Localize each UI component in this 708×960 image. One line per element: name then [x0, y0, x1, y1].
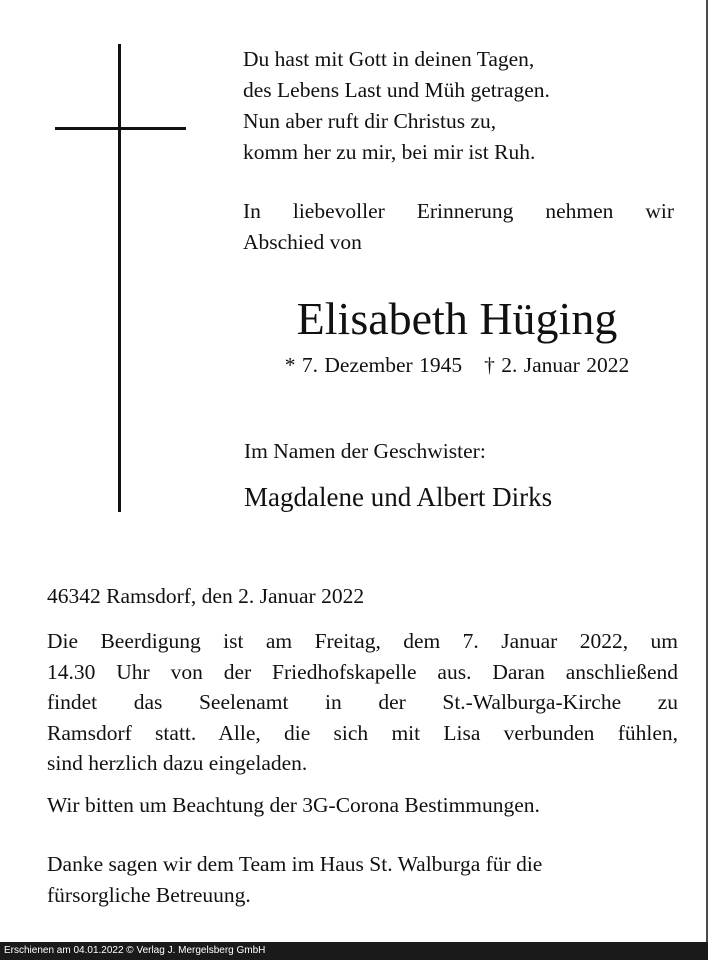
funeral-line: findet das Seelenamt in der St.-Walburga-Kirche zu: [47, 690, 678, 714]
funeral-line: 14.30 Uhr von der Friedhofskapelle aus. Daran anschließend: [47, 659, 678, 684]
deceased-name: Elisabeth Hüging: [296, 293, 618, 344]
death-date: † 2. Januar 2022: [484, 353, 630, 377]
funeral-line: Ramsdorf statt. Alle, die sich mit Lisa verbunden fühlen,: [47, 720, 678, 745]
poem-line: Du hast mit Gott in deinen Tagen,: [243, 47, 535, 71]
funeral-line: sind herzlich dazu eingeladen.: [47, 751, 308, 775]
mourners-names: Magdalene und Albert Dirks: [244, 482, 553, 512]
poem-line: Nun aber ruft dir Christus zu,: [243, 109, 497, 133]
cross-icon-vertical: [118, 44, 121, 512]
life-dates: [243, 350, 671, 380]
poem-line: komm her zu mir, bei mir ist Ruh.: [243, 140, 536, 164]
intro-line: Abschied von: [243, 230, 362, 254]
corona-note: Wir bitten um Beachtung der 3G-Corona Bestimmungen.: [47, 793, 540, 817]
thanks-line: fürsorgliche Betreuung.: [47, 882, 251, 907]
cross-icon-horizontal: [55, 127, 186, 130]
intro-line: In liebevoller Erinnerung nehmen wir: [243, 199, 674, 223]
funeral-line: Die Beerdigung ist am Freitag, dem 7. Januar 2022, um: [47, 629, 678, 653]
intro-text: [243, 196, 674, 258]
poem-line: des Lebens Last und Müh getragen.: [243, 78, 550, 102]
poem: [243, 44, 550, 168]
thanks-text: [47, 849, 542, 910]
thanks-line: Danke sagen wir dem Team im Haus St. Walburga für die: [47, 852, 543, 876]
mourners-label: Im Namen der Geschwister:: [244, 439, 486, 463]
funeral-info: [47, 626, 678, 779]
publication-footer: Erschienen am 04.01.2022 © Verlag J. Mergelsberg GmbH: [4, 945, 266, 956]
birth-date: * 7. Dezember 1945: [284, 353, 463, 377]
place-date: 46342 Ramsdorf, den 2. Januar 2022: [47, 584, 365, 608]
